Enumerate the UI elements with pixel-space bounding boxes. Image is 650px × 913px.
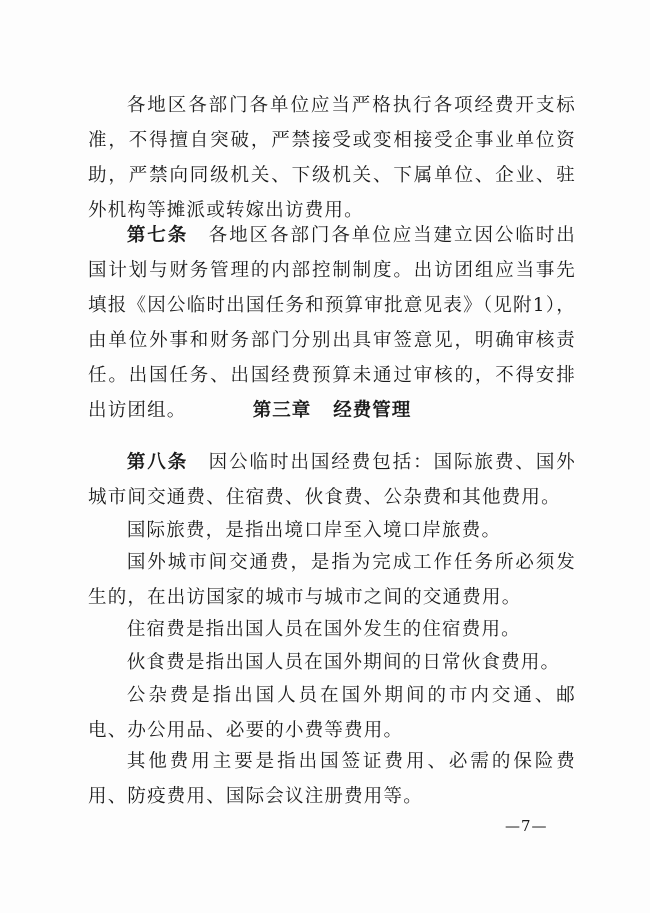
paragraph-text: 伙食费是指出国人员在国外期间的日常伙食费用。 <box>126 652 561 673</box>
paragraph-international-travel <box>88 513 576 548</box>
paragraph-intercity-transport <box>88 545 576 615</box>
paragraph-other-expenses <box>88 744 576 814</box>
chapter-heading <box>88 396 576 426</box>
paragraph-miscellaneous <box>88 678 576 748</box>
paragraph-text: 各地区各部门各单位应当严格执行各项经费开支标准，不得擅自突破，严禁接受或变相接受企事业单位资助，严禁向同级机关、下级机关、下属单位、企业、驻外机构等摊派或转嫁出访费用。 <box>88 95 576 221</box>
article-8-label: 第八条 <box>126 452 189 473</box>
paragraph-text: 国际旅费，是指出境口岸至入境口岸旅费。 <box>126 520 502 541</box>
page-number: —7— <box>505 817 548 835</box>
article-7-text: 各地区各部门各单位应当建立因公临时出国计划与财务管理的内部控制制度。出访团组应当事先填报《因公临时出国任务和预算审批意见表》（见附1），由单位外事和财务部门分别出具审签意见，明确审核责任。出国任务、出国经费预算未通过审核的，不得安排出访团组。 <box>88 225 576 421</box>
paragraph-expense-standards <box>88 88 576 228</box>
paragraph-text: 其他费用主要是指出国签证费用、必需的保险费用、防疫费用、国际会议注册费用等。 <box>88 751 576 807</box>
chapter-number: 第三章 <box>252 400 312 421</box>
paragraph-text: 国外城市间交通费，是指为完成工作任务所必须发生的，在出访国家的城市与城市之间的交通费用。 <box>88 552 576 608</box>
article-8-text: 因公临时出国经费包括：国际旅费、国外城市间交通费、住宿费、伙食费、公杂费和其他费用。 <box>88 452 576 508</box>
paragraph-text: 公杂费是指出国人员在国外期间的市内交通、邮电、办公用品、必要的小费等费用。 <box>88 685 576 741</box>
article-8-paragraph <box>88 445 576 515</box>
paragraph-accommodation <box>88 612 576 647</box>
paragraph-text: 住宿费是指出国人员在国外发生的住宿费用。 <box>126 619 521 640</box>
paragraph-meals <box>88 645 576 680</box>
chapter-title: 经费管理 <box>333 400 412 421</box>
article-7-label: 第七条 <box>126 225 189 246</box>
